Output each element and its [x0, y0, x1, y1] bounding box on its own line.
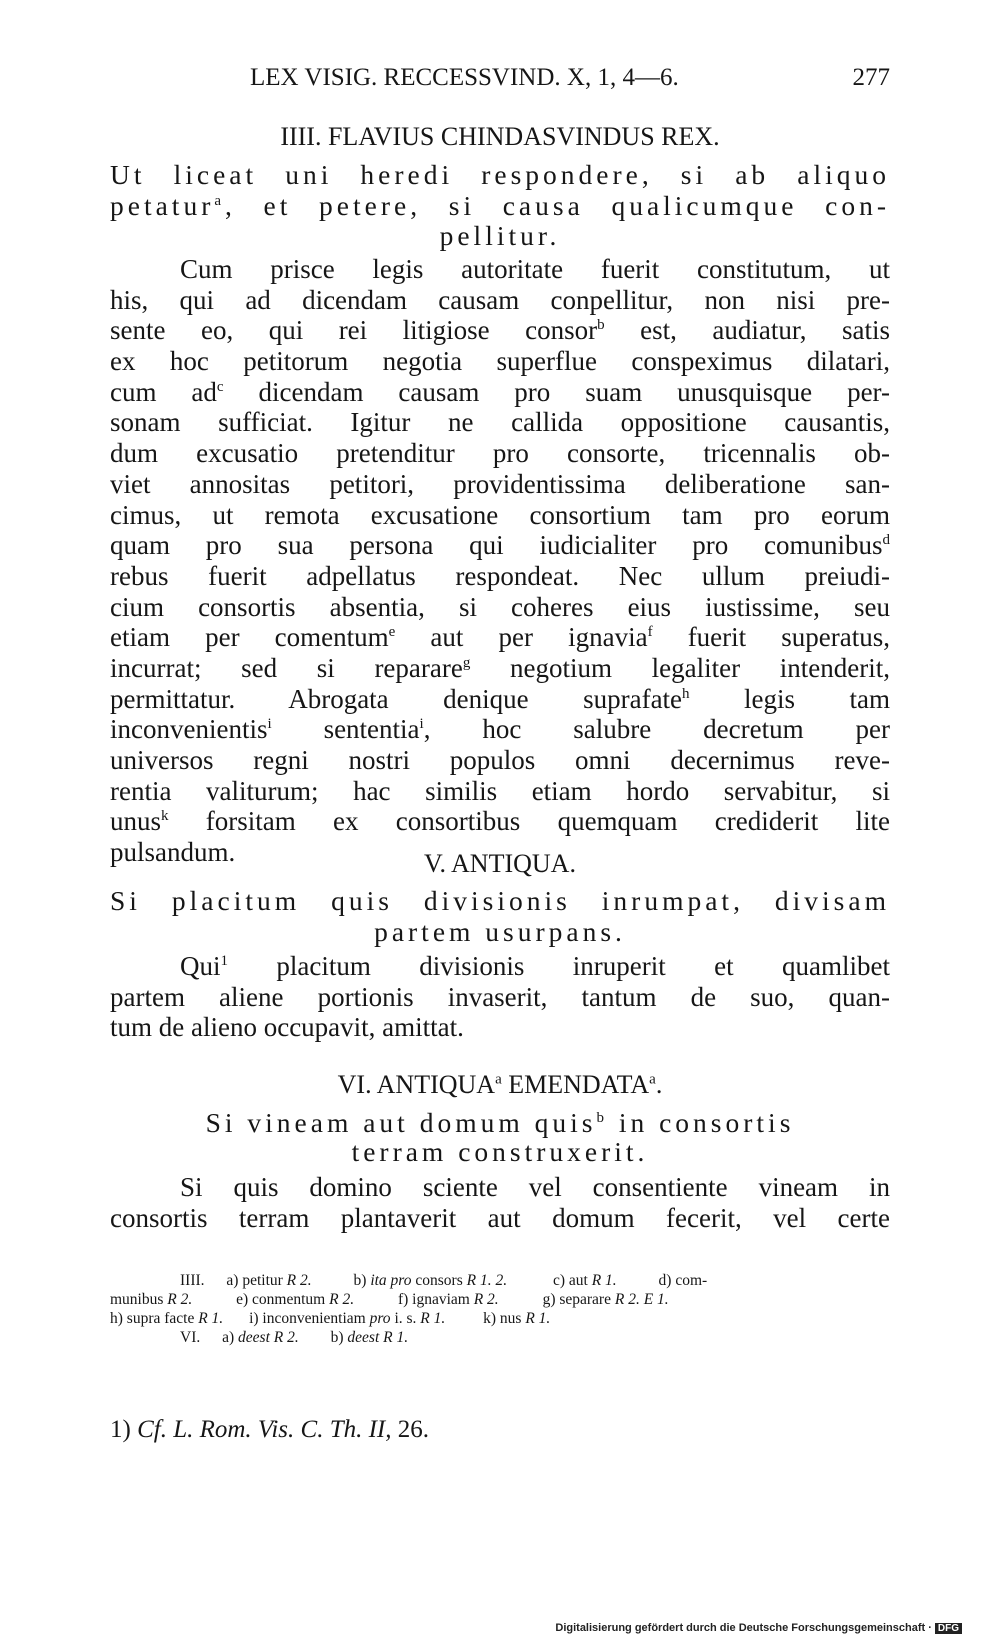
text-line: cimus, ut remota excusatione consortium tam pro eorum: [110, 499, 890, 530]
note-line: munibus R 2. e) conmentum R 2. f) ignaviam R 2. g) separare R 2. E 1.: [110, 1291, 669, 1308]
rubric-line: Si placitum quis divisionis inrumpat, divisam: [110, 885, 890, 916]
rubric-line: Si vineam aut domum quis$^b$ in consortis: [205, 1107, 795, 1138]
text-line: pulsandum.: [110, 837, 236, 868]
text-line: dum excusatio pretenditur pro consorte, tricennalis ob-: [110, 438, 890, 469]
text-line: ex hoc petitorum negotia superflue conspeximus dilatari,: [110, 346, 890, 377]
digitization-credit: Digitalisierung gefördert durch die Deutsche Forschungsgemeinschaft · DFG: [555, 1622, 962, 1634]
section-heading-5: V. ANTIQUA.: [424, 849, 576, 878]
rubric-line: petatur$^a$, et petere, si causa qualicumque con-: [110, 189, 890, 221]
section-body-4: [110, 254, 890, 868]
text-line: sonam sufficiat. Igitur ne callida oppositione causantis,: [110, 407, 890, 438]
text-line: etiam per comentum$^e$ aut per ignavia$^f$ fuerit superatus,: [110, 622, 890, 653]
source-footnote: 1) Cf. L. Rom. Vis. C. Th. II, 26.: [110, 1416, 429, 1443]
text-line: Qui$^1$ placitum divisionis inruperit et quamlibet: [180, 951, 890, 981]
section-body-6: [110, 1172, 890, 1233]
page-number: 277: [852, 64, 890, 91]
rubric-line: partem usurpans.: [374, 915, 626, 947]
section-heading-4: IIII. FLAVIUS CHINDASVINDUS REX.: [280, 122, 720, 151]
section-body-5: [110, 951, 890, 1043]
text-line: universos regni nostri populos omni decernimus reve-: [110, 745, 890, 775]
text-line: Cum prisce legis autoritate fuerit constitutum, ut: [180, 254, 890, 284]
apparatus-notes: [110, 1271, 890, 1347]
text-line: unus$^k$ forsitam ex consortibus quemquam crediderit lite: [110, 806, 891, 837]
text-line: tum de alieno occupavit, amittat.: [110, 1012, 464, 1043]
running-title: LEX VISIG. RECCESSVIND. X, 1, 4—6.: [250, 64, 679, 91]
note-line: h) supra facte R 1. i) inconvenientiam pro i. s. R 1. k) nus R 1.: [110, 1310, 551, 1327]
note-line: IIII. a) petitur R 2. b) ita pro consors R 1. 2. c) aut R 1. d) com-: [180, 1272, 708, 1289]
rubric-line: pellitur.: [439, 220, 561, 252]
text-line: Si quis domino sciente vel consentiente vineam in: [180, 1172, 890, 1202]
text-line: consortis terram plantaverit aut domum fecerit, vel certe: [110, 1202, 890, 1233]
rubric-line: terram construxerit.: [351, 1136, 649, 1167]
section-rubric-5: [110, 886, 890, 947]
text-line: partem aliene portionis invaserit, tantum de suo, quan-: [110, 981, 890, 1012]
rubric-line: Ut liceat uni heredi respondere, si ab aliquo: [110, 159, 890, 190]
section-rubric-6: [110, 1108, 890, 1166]
text-line: cum $ad^c$ dicendam causam pro suam unusquisque per-: [110, 376, 890, 407]
text-line: inconvenientis$^i$ sententia$^i$, hoc salubre decretum per: [110, 714, 891, 745]
section-rubric-4: [110, 160, 890, 252]
text-line: cium consortis absentia, si coheres eius iustissime, seu: [110, 591, 890, 622]
text-line: viet annositas petitori, providentissima deliberatione san-: [110, 468, 890, 499]
text-line: quam pro sua persona qui iudicialiter pro comunibus$^d$: [110, 530, 890, 561]
note-line: VI. a) deest R 2. b) deest R 1.: [180, 1329, 409, 1346]
text-line: incurrat; sed si reparare$^g$ negotium legaliter intenderit,: [110, 652, 891, 683]
text-line: his, qui ad dicendam causam conpellitur, non nisi pre-: [110, 284, 890, 315]
text-line: rebus fuerit adpellatus respondeat. Nec ullum preiudi-: [110, 560, 890, 591]
text-line: sente eo, qui rei litigiose consor$^b$ est, audiatur, satis: [110, 315, 891, 346]
dfg-logo: DFG: [935, 1623, 962, 1634]
section-heading-6: VI. ANTIQUA$^a$ EMENDATA$^a$.: [337, 1070, 663, 1099]
text-line: rentia valiturum; hac similis etiam hordo servabitur, si: [110, 775, 890, 806]
text-line: permittatur. Abrogata denique suprafate$^h$ legis tam: [110, 683, 890, 714]
